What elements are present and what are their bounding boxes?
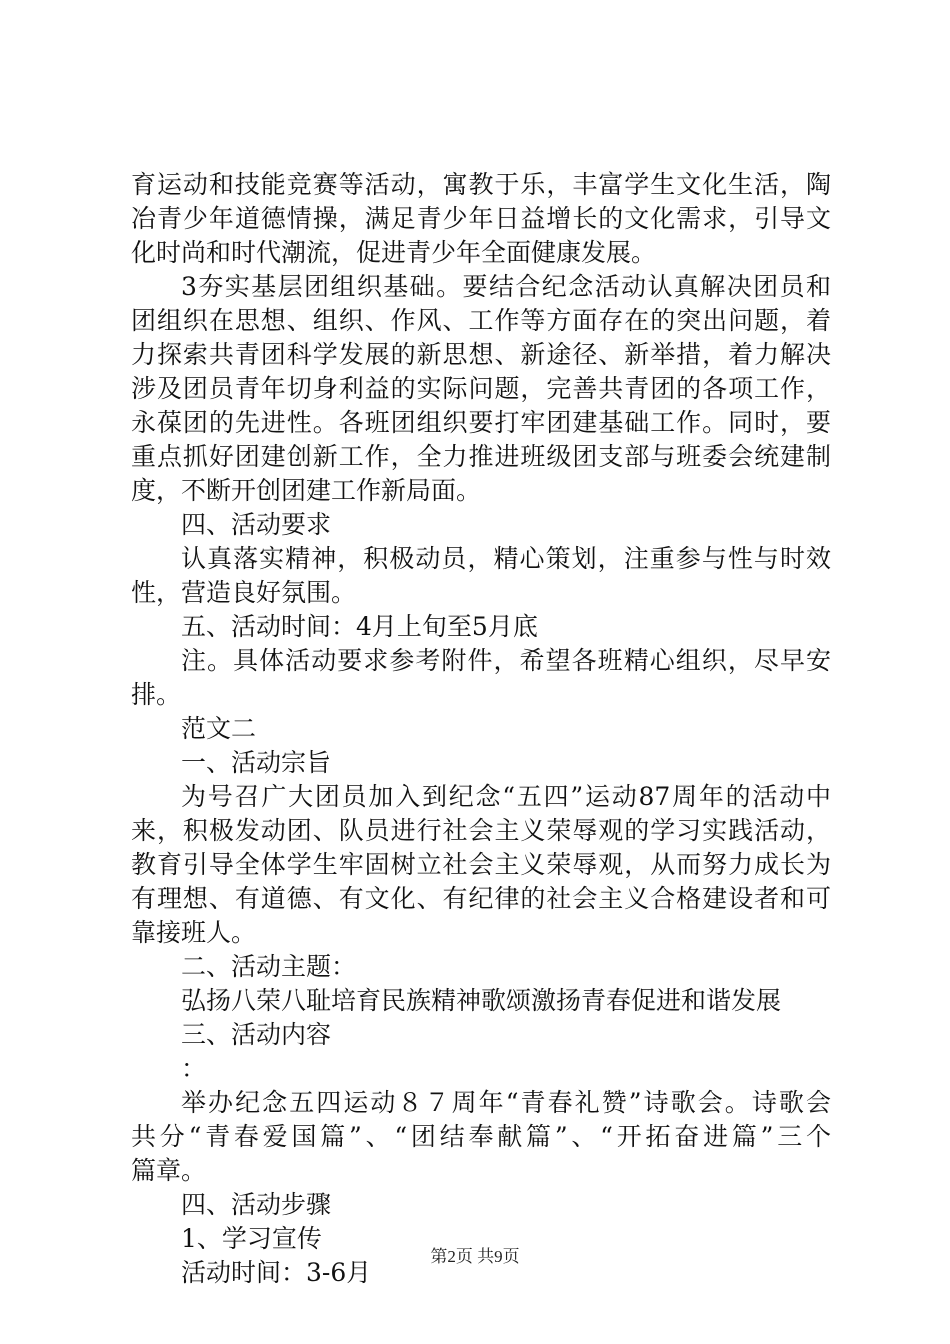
text-line: 来，积极发动团、队员进行社会主义荣辱观的学习实践活动， (131, 816, 831, 845)
text-line: 性，营造良好氛围。 (131, 578, 357, 607)
text-line: 力探索共青团科学发展的新思想、新途径、新举措，着力解决 (131, 340, 831, 369)
text-line: 重点抓好团建创新工作，全力推进班级团支部与班委会统建制 (131, 442, 831, 471)
text-line: 排。 (131, 680, 182, 709)
text-line: 为号召广大团员加入到纪念“五四”运动87周年的活动中 (181, 782, 831, 811)
section-heading: 一、活动宗旨 (181, 748, 332, 777)
text-line: 教育引导全体学生牢固树立社会主义荣辱观，从而努力成长为 (131, 850, 831, 879)
text-line: 度，不断开创团建工作新局面。 (131, 476, 482, 505)
text-line: 团组织在思想、组织、作风、工作等方面存在的突出问题，着 (131, 306, 831, 335)
text-line: 涉及团员青年切身利益的实际问题，完善共青团的各项工作， (131, 374, 831, 403)
text-line: 活动时间：3-6月 (181, 1258, 372, 1287)
section-heading: 范文二 (181, 714, 257, 743)
text-line: 1、学习宣传 (181, 1224, 322, 1253)
text-line: 共分“青春爱国篇”、“团结奉献篇”、“开拓奋进篇”三个 (131, 1122, 831, 1151)
text-line: 化时尚和时代潮流，促进青少年全面健康发展。 (131, 238, 657, 267)
text-line: 育运动和技能竞赛等活动，寓教于乐，丰富学生文化生活，陶 (131, 170, 831, 199)
text-line: 有理想、有道德、有文化、有纪律的社会主义合格建设者和可 (131, 884, 831, 913)
text-line: 靠接班人。 (131, 918, 257, 947)
text-line: 永葆团的先进性。各班团组织要打牢团建基础工作。同时，要 (131, 408, 831, 437)
text-line: 五、活动时间：4月上旬至5月底 (181, 612, 538, 641)
section-heading: 二、活动主题： (181, 952, 357, 981)
text-line: 举办纪念五四运动８７周年“青春礼赞”诗歌会。诗歌会 (181, 1088, 831, 1117)
document-body (131, 168, 831, 1290)
text-line: 篇章。 (131, 1156, 207, 1185)
text-line: 弘扬八荣八耻培育民族精神歌颂激扬青春促进和谐发展 (181, 986, 782, 1015)
page-number-footer: 第2页 共9页 (430, 1247, 520, 1266)
text-line: 认真落实精神，积极动员，精心策划，注重参与性与时效 (181, 544, 831, 573)
text-line: 冶青少年道德情操，满足青少年日益增长的文化需求，引导文 (131, 204, 831, 233)
text-line: 注。具体活动要求参考附件，希望各班精心组织，尽早安 (181, 646, 831, 675)
section-heading: 四、活动步骤 (181, 1190, 332, 1219)
text-line: ： (181, 1054, 207, 1083)
text-line: 3夯实基层团组织基础。要结合纪念活动认真解决团员和 (181, 272, 831, 301)
section-heading: 三、活动内容 (181, 1020, 332, 1049)
section-heading: 四、活动要求 (181, 510, 332, 539)
